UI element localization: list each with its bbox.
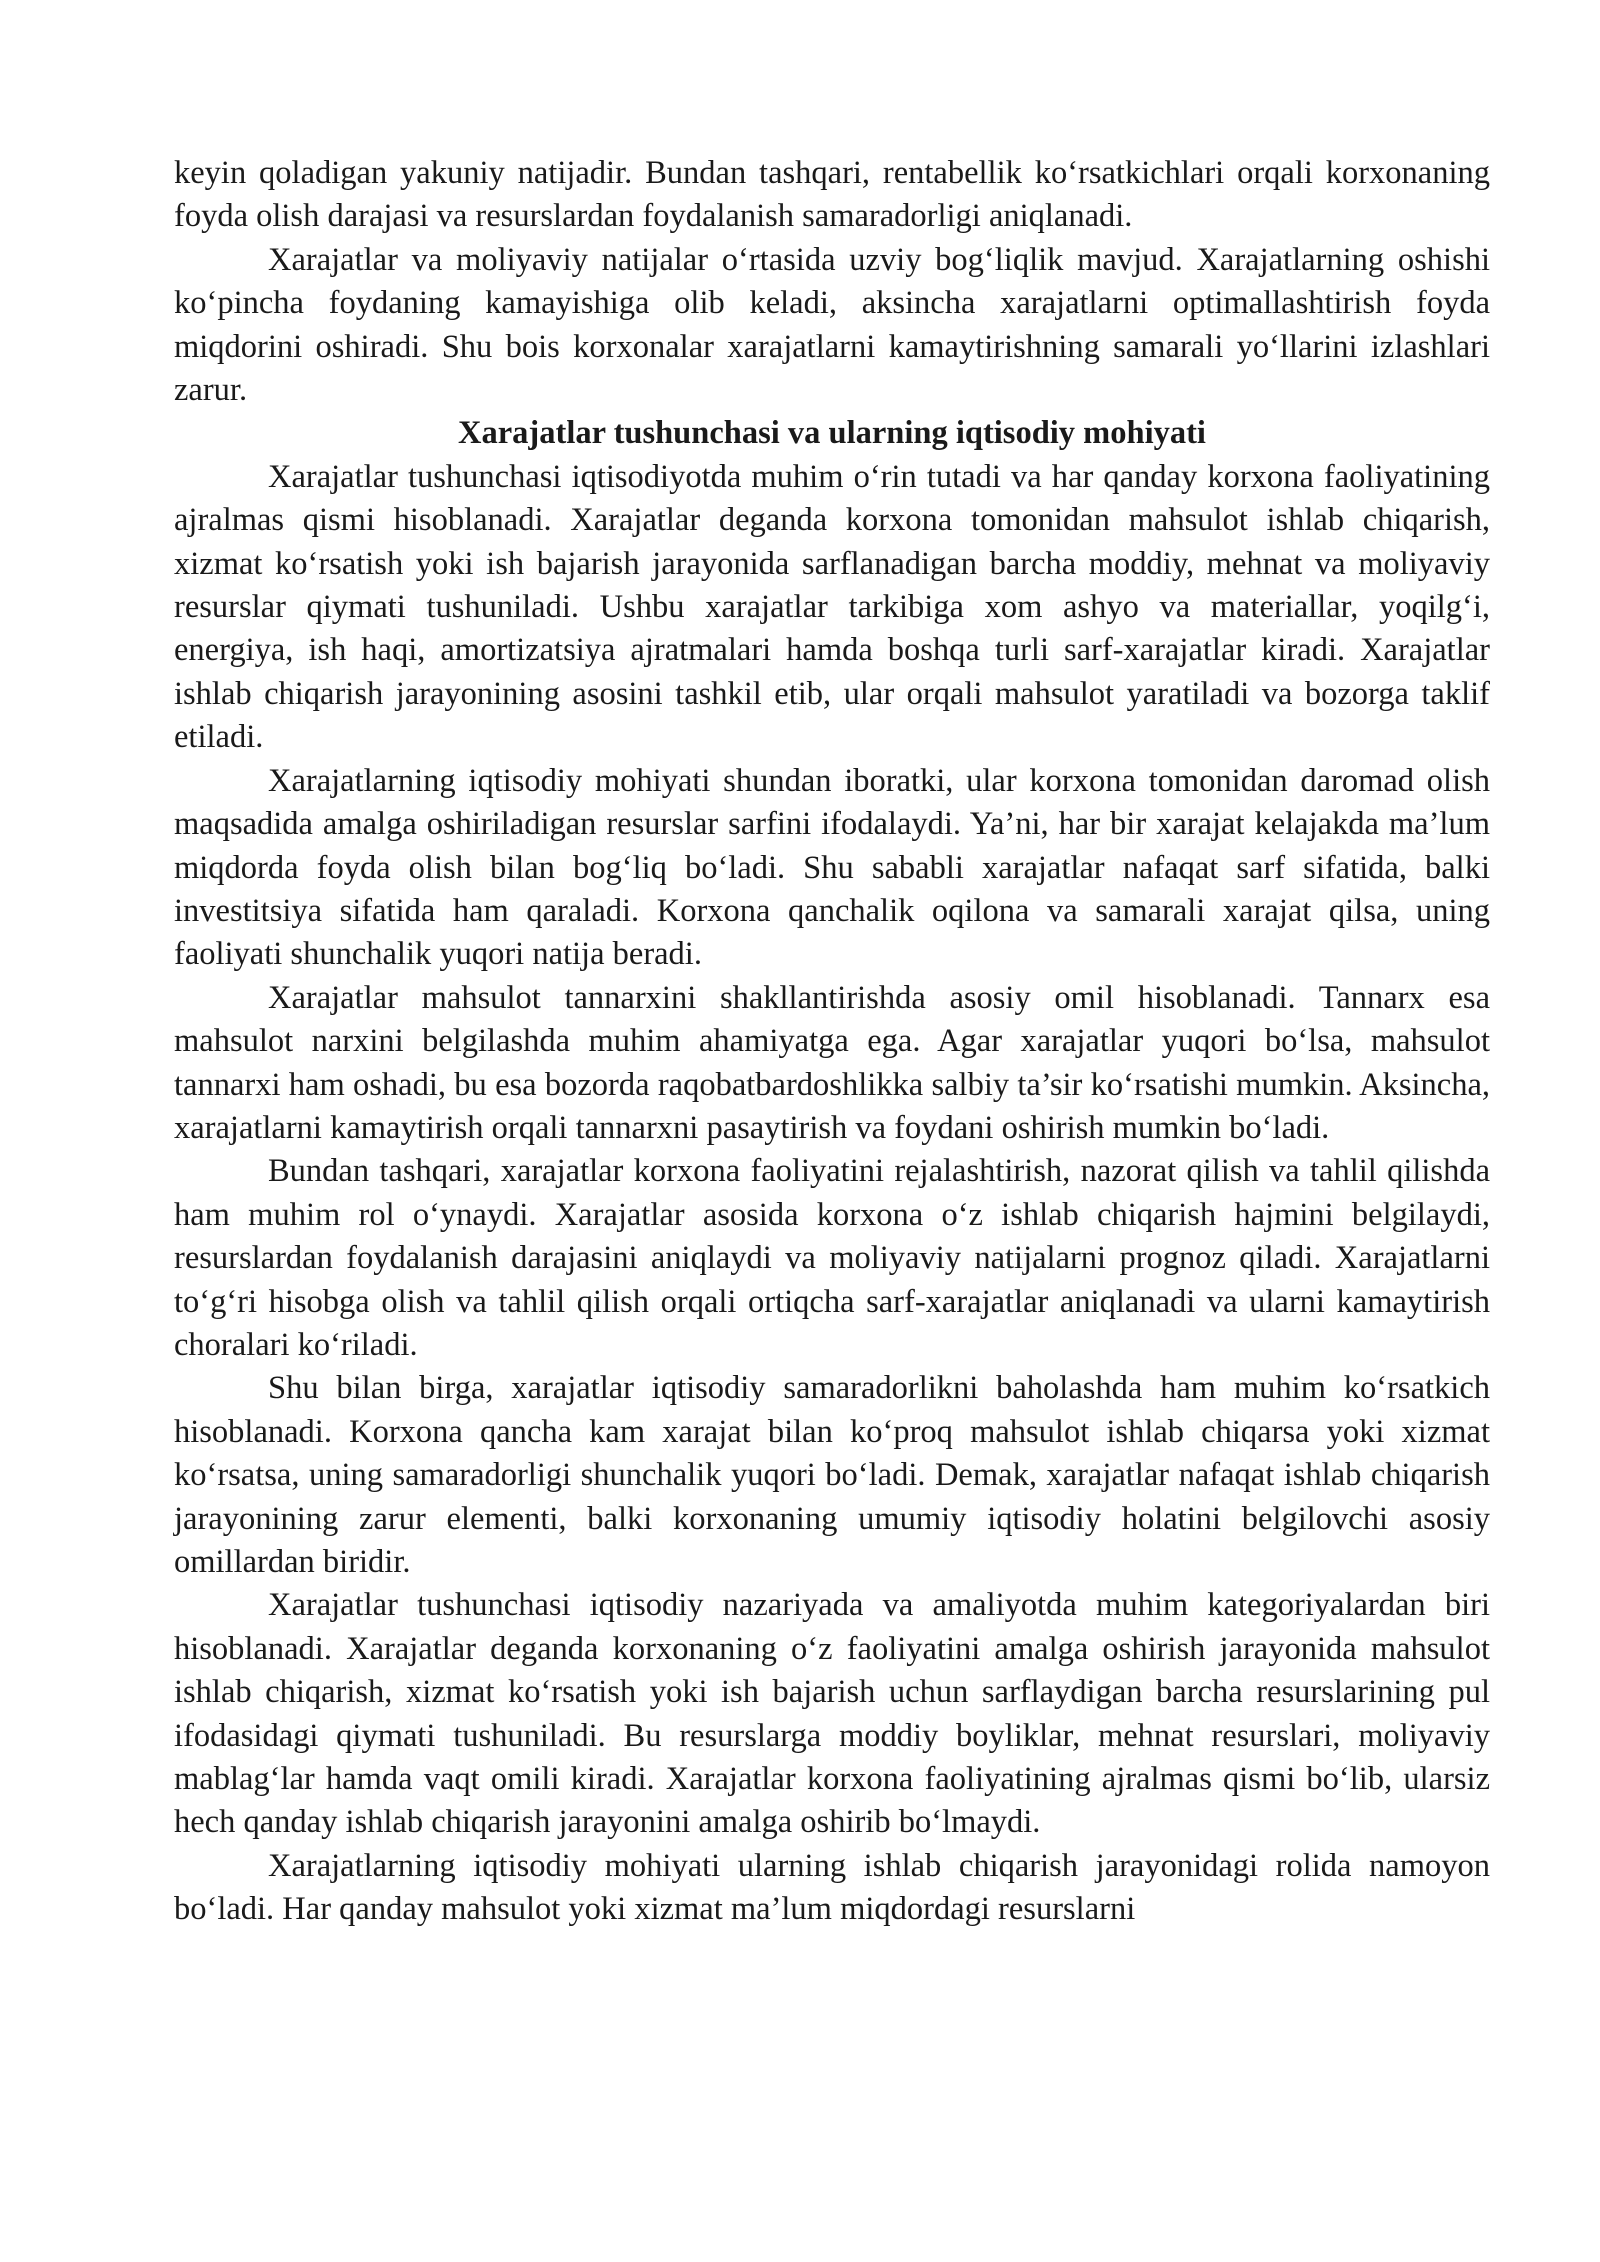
paragraph: Xarajatlar va moliyaviy natijalar o‘rtasida uzviy bog‘liqlik mavjud. Xarajatlarning oshishi ko‘pincha foydaning kamayishiga olib keladi, aksincha xarajatlarni optimallashtirish foyda miqdorini oshiradi. Shu bois korxonalar xarajatlarni kamaytirishning samarali yo‘llarini izlashlari zarur. (174, 241, 1490, 409)
paragraph-continued: keyin qoladigan yakuniy natijadir. Bundan tashqari, rentabellik ko‘rsatkichlari orqali korxonaning foyda olish darajasi va resurslardan foydalanish samaradorligi aniqlanadi. (174, 155, 1490, 235)
section-heading: Xarajatlar tushunchasi va ularning iqtisodiy mohiyati (458, 415, 1206, 452)
paragraph: Xarajatlarning iqtisodiy mohiyati ularning ishlab chiqarish jarayonidagi rolida namoyon bo‘ladi. Har qanday mahsulot yoki xizmat ma’lum miqdordagi resurslarni (174, 1847, 1490, 1928)
paragraph: Xarajatlar mahsulot tannarxini shakllantirishda asosiy omil hisoblanadi. Tannarx esa mahsulot narxini belgilashda muhim ahamiyatga ega. Agar xarajatlar yuqori bo‘lsa, mahsulot tannarxi ham oshadi, bu esa bozorda raqobatbardoshlikka salbiy ta’sir ko‘rsatishi mumkin. Aksincha, xarajatlarni kamaytirish orqali tannarxni pasaytirish va foydani oshirish mumkin bo‘ladi. (174, 979, 1490, 1146)
paragraph: Xarajatlar tushunchasi iqtisodiy nazariyada va amaliyotda muhim kategoriyalardan biri hisoblanadi. Xarajatlar deganda korxonaning o‘z faoliyatini amalga oshirish jarayonida mahsulot ishlab chiqarish, xizmat ko‘rsatish yoki ish bajarish uchun sarflaydigan barcha resurslarining pul ifodasidagi qiymati tushuniladi. Bu resurslarga moddiy boyliklar, mehnat resurslari, moliyaviy mablag‘lar hamda vaqt omili kiradi. Xarajatlar korxona faoliyatining ajralmas qismi bo‘lib, ularsiz hech qanday ishlab chiqarish jarayonini amalga oshirib bo‘lmaydi. (174, 1587, 1490, 1841)
paragraph: Xarajatlarning iqtisodiy mohiyati shundan iboratki, ular korxona tomonidan daromad olish maqsadida amalga oshiriladigan resurslar sarfini ifodalaydi. Ya’ni, har bir xarajat kelajakda ma’lum miqdorda foyda olish bilan bog‘liq bo‘ladi. Shu sababli xarajatlar nafaqat sarf sifatida, balki investitsiya sifatida ham qaraladi. Korxona qanchalik oqilona va samarali xarajat qilsa, uning faoliyati shunchalik yuqori natija beradi. (174, 762, 1490, 973)
paragraph: Bundan tashqari, xarajatlar korxona faoliyatini rejalashtirish, nazorat qilish va tahlil qilishda ham muhim rol o‘ynaydi. Xarajatlar asosida korxona o‘z ishlab chiqarish hajmini belgilaydi, resurslardan foydalanish darajasini aniqlaydi va moliyaviy natijalarni prognoz qiladi. Xarajatlarni to‘g‘ri hisobga olish va tahlil qilish orqali ortiqcha sarf-xarajatlar aniqlanadi va ularni kamaytirish choralari ko‘riladi. (174, 1153, 1490, 1363)
paragraph: Shu bilan birga, xarajatlar iqtisodiy samaradorlikni baholashda ham muhim ko‘rsatkich hisoblanadi. Korxona qancha kam xarajat bilan ko‘proq mahsulot ishlab chiqarsa yoki xizmat ko‘rsatsa, uning samaradorligi shunchalik yuqori bo‘ladi. Demak, xarajatlar nafaqat ishlab chiqarish jarayonining zarur elementi, balki korxonaning umumiy iqtisodiy holatini belgilovchi asosiy omillardan biridir. (174, 1370, 1490, 1580)
document-page (174, 152, 1490, 1932)
paragraph: Xarajatlar tushunchasi iqtisodiyotda muhim o‘rin tutadi va har qanday korxona faoliyatining ajralmas qismi hisoblanadi. Xarajatlar deganda korxona tomonidan mahsulot ishlab chiqarish, xizmat ko‘rsatish yoki ish bajarish jarayonida sarflanadigan barcha moddiy, mehnat va moliyaviy resurslar qiymati tushuniladi. Ushbu xarajatlar tarkibiga xom ashyo va materiallar, yoqilg‘i, energiya, ish haqi, amortizatsiya ajratmalari hamda boshqa turli sarf-xarajatlar kiradi. Xarajatlar ishlab chiqarish jarayonining asosini tashkil etib, ular orqali mahsulot yaratiladi va bozorga taklif etiladi. (174, 458, 1490, 756)
